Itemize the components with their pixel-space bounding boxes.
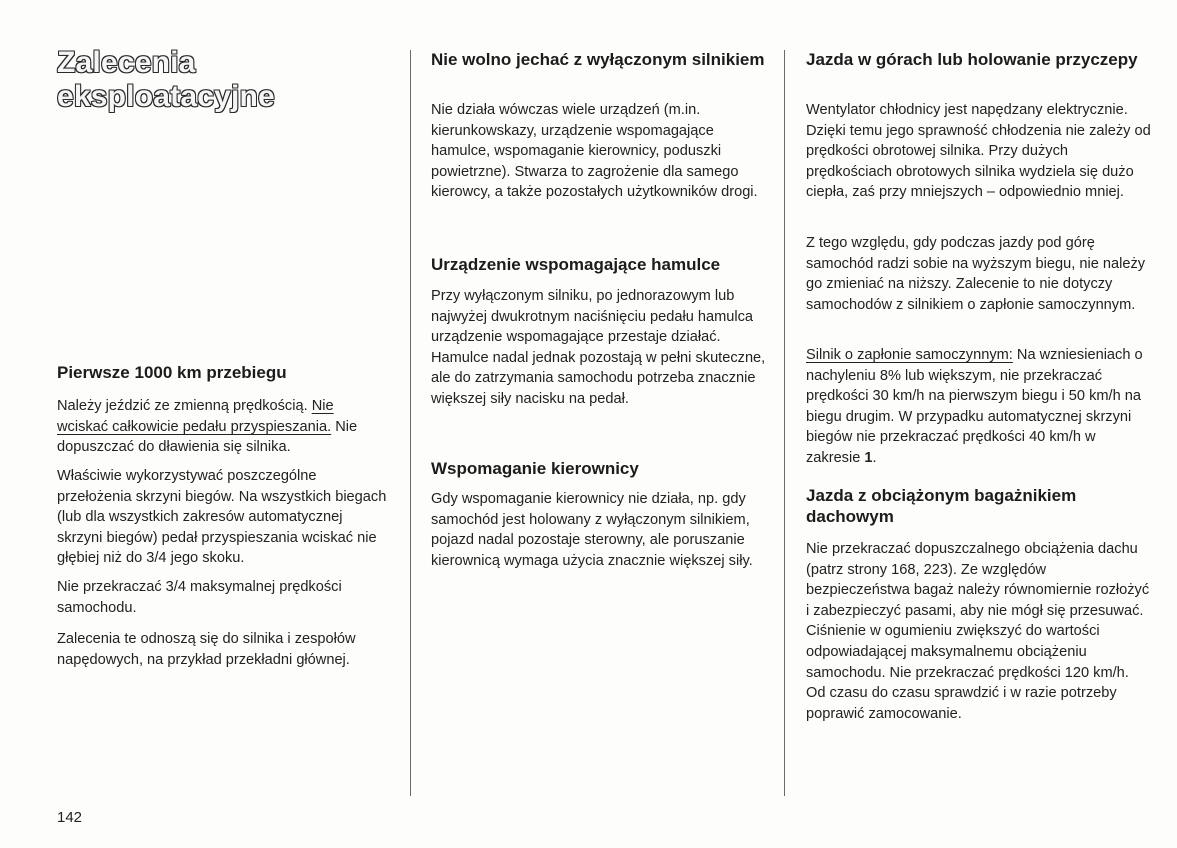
paragraph-engine-off: Nie działa wówczas wiele urządzeń (m.in. kierunkowskazy, urządzenie wspomagające hamulce, wspomaganie kierownicy, poduszki powietrzne). Stwarza to zagrożenie dla samego kierowcy, a także pozostałych użytkowników drogi. — [431, 102, 758, 201]
paragraph-first-1000-km-2: Właściwie wykorzystywać poszczególne przełożenia skrzyni biegów. Na wszystkich biegach (lub dla wszystkich zakresów automatycznej skrzyni biegów) pedał przyspieszania wciskać nie głębiej niż do 3/4 jego skoku. — [57, 468, 387, 567]
paragraph-first-1000-km-4: Zalecenia te odnoszą się do silnika i zespołów napędowych, na przykład przekładni głównej. — [57, 631, 356, 668]
underlined-warning: Nie wciskać całkowicie pedału przyspieszania. — [57, 398, 334, 435]
page-number: 142 — [57, 809, 83, 826]
section-heading-first-1000-km: Pierwsze 1000 km przebiegu — [57, 363, 287, 382]
paragraph-cooling-fan: Wentylator chłodnicy jest napędzany elektrycznie. Dzięki temu jego sprawność chłodzenia nie zależy od prędkości obrotowej silnika. Przy dużych prędkościach obrotowych silnika wydziela się dużo ciepła, zaś przy mniejszych – odpowiednio mniej. — [806, 102, 1151, 201]
column-divider-2 — [784, 50, 785, 796]
paragraph-roof-rack: Nie przekraczać dopuszczalnego obciążenia dachu (patrz strony 168, 223). Ze względów bezpieczeństwa bagaż należy równomiernie rozłożyć i zabezpieczyć pasami, aby nie mógł się przesuwać. Ciśnienie w ogumieniu zwiększyć do wartości odpowiadającej maksymalnemu obciążeniu samochodu. Nie przekraczać prędkości 120 km/h. Od czasu do czasu sprawdzić i w razie potrzeby poprawić zamocowanie. — [806, 541, 1150, 722]
section-heading-mountains-trailer: Jazda w górach lub holowanie przyczepy — [806, 50, 1138, 69]
text-segment: Należy jeździć ze zmienną prędkością. — [57, 398, 312, 414]
paragraph-diesel-engine — [806, 345, 1151, 469]
section-heading-power-steering: Wspomaganie kierownicy — [431, 459, 639, 478]
paragraph-uphill-gear: Z tego względu, gdy podczas jazdy pod górę samochód radzi sobie na wyższym biegu, nie należy go zmieniać na niższy. Zalecenie to nie dotyczy samochodów z silnikiem o zapłonie samoczynnym. — [806, 235, 1146, 313]
section-heading-engine-off: Nie wolno jechać z wyłączonym silnikiem — [431, 50, 765, 69]
paragraph-power-steering: Gdy wspomaganie kierownicy nie działa, np. gdy samochód jest holowany z wyłączonym silnikiem, pojazd nadal pozostaje sterowny, ale poruszanie kierownicą wymaga użycia znacznie większej siły. — [431, 491, 753, 569]
page-title: Zalecenia eksploatacyjne — [57, 46, 275, 113]
column-divider-1 — [410, 50, 411, 796]
paragraph-first-1000-km-1 — [57, 396, 387, 458]
bold-range-value: 1 — [864, 449, 873, 466]
underlined-label: Silnik o zapłonie samoczynnym: — [806, 347, 1013, 363]
section-heading-brake-booster: Urządzenie wspomagające hamulce — [431, 255, 721, 274]
paragraph-brake-booster: Przy wyłączonym silniku, po jednorazowym lub najwyżej dwukrotnym naciśnięciu pedału hamulca urządzenie wspomagające przestaje działać. Hamulce nadal jednak pozostają w pełni skuteczne, ale do zatrzymania samochodu potrzeba znacznie większej siły nacisku na pedał. — [431, 288, 766, 407]
section-heading-roof-rack: Jazda z obciążonym bagażnikiem dachowym — [806, 486, 1077, 526]
text-segment: Na wzniesieniach o nachyleniu 8% lub większym, nie przekraczać prędkości 30 km/h na pierwszym biegu i 50 km/h na biegu drugim. W przypadku automatycznej skrzyni biegów nie przekraczać prędkości 40 km/h w zakresie — [806, 347, 1143, 466]
text-segment: . — [872, 449, 877, 466]
paragraph-first-1000-km-3: Nie przekraczać 3/4 maksymalnej prędkości samochodu. — [57, 579, 342, 616]
text-segment: Nie dopuszczać do dławienia się silnika. — [57, 418, 358, 456]
